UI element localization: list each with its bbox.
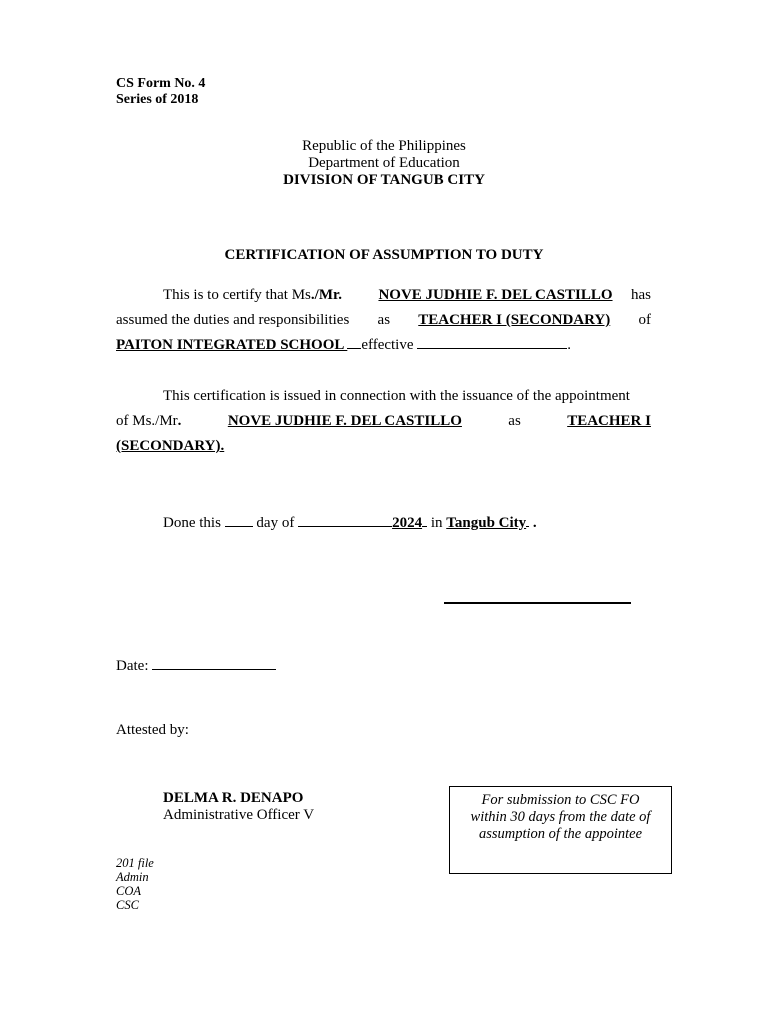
effective-label: effective [361, 337, 414, 353]
para1-intro: This is to certify that Ms./Mr. [163, 287, 343, 303]
para2-employee-name: NOVE JUDHIE F. DEL CASTILLO [227, 413, 462, 429]
header-department: Department of Education [308, 155, 460, 171]
done-this-label: Done this [163, 515, 221, 531]
employee-name: NOVE JUDHIE F. DEL CASTILLO [378, 287, 613, 303]
para1-line1 [116, 283, 651, 308]
done-period: . [532, 515, 537, 531]
effective-date-blank [417, 334, 567, 349]
date-blank [152, 655, 276, 670]
para1-as: as [377, 312, 391, 328]
cc-item: Admin [116, 870, 149, 884]
submission-note-box [449, 786, 672, 874]
in-label: in [430, 515, 443, 531]
copy-furnished-list [116, 856, 154, 912]
page-title: CERTIFICATION OF ASSUMPTION TO DUTY [224, 247, 544, 263]
day-blank [225, 512, 253, 527]
para2-of-ms: of Ms./Mr. [116, 413, 182, 429]
para2-line1: This certification is issued in connection with the issuance of the appointment [163, 388, 630, 404]
para1-line2 [116, 308, 651, 333]
done-city: Tangub City [446, 515, 527, 531]
signatory-name: DELMA R. DENAPO [163, 790, 304, 806]
done-line [163, 512, 537, 532]
signature-line [444, 602, 631, 604]
day-of-label: day of [256, 515, 295, 531]
cc-item: 201 file [116, 856, 154, 870]
form-number: CS Form No. 4 [116, 76, 206, 91]
month-blank [298, 512, 392, 527]
letterhead [0, 138, 768, 189]
note-line-2: within 30 days from the date of [470, 809, 651, 825]
para1-assumed: assumed the duties and responsibilities [116, 312, 350, 328]
date-line [116, 655, 276, 675]
signatory-block [163, 790, 314, 824]
form-meta [116, 76, 205, 108]
para2-position-cont: (SECONDARY). [116, 438, 225, 454]
para2-line2 [116, 409, 651, 434]
employee-position: TEACHER I (SECONDARY) [418, 312, 611, 328]
certification-paragraph [116, 283, 651, 358]
city-tail-blank [526, 512, 529, 527]
date-label: Date: [116, 658, 149, 674]
done-year: 2024 [392, 515, 423, 531]
year-tail-blank [422, 512, 427, 527]
para1-period: . [567, 337, 571, 353]
header-republic: Republic of the Philippines [302, 138, 466, 154]
note-line-1: For submission to CSC FO [481, 792, 640, 808]
para1-line3 [116, 333, 651, 358]
form-series: Series of 2018 [116, 92, 199, 107]
signatory-title: Administrative Officer V [163, 807, 315, 823]
cc-item: CSC [116, 898, 139, 912]
para1-of: of [638, 312, 651, 328]
para1-has: has [630, 287, 651, 303]
cc-item: COA [116, 884, 141, 898]
para2-as: as [508, 413, 521, 429]
attested-by-label: Attested by: [116, 722, 189, 738]
school-name: PAITON INTEGRATED SCHOOL [116, 337, 348, 353]
note-line-3: assumption of the appointee [478, 826, 643, 842]
issuance-paragraph [116, 384, 651, 459]
school-blank [347, 334, 361, 349]
header-division: DIVISION OF TANGUB CITY [283, 172, 485, 188]
para2-position: TEACHER I [567, 413, 651, 429]
